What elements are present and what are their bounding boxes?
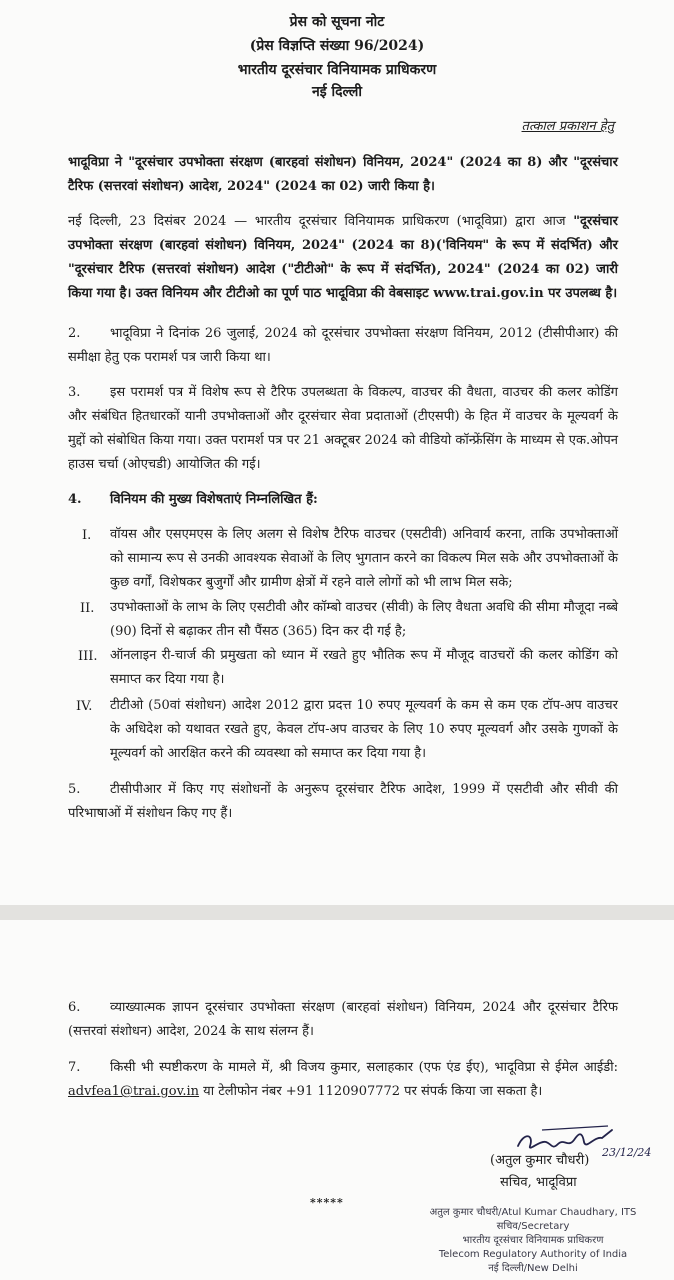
stamp-line-5: नई दिल्ली/New Delhi [488,1263,578,1274]
urgent-label: तत्काल प्रकाशन हेतु [521,119,614,134]
list-item-4-number: IV. [76,699,93,714]
list-item-1-number: I. [82,528,92,543]
list-item-2: उपभोक्ताओं के लाभ के लिए एसटीवी और कॉम्बो वाउचर (सीवी) के लिए वैधता अवधि की सीमा मौजूदा नब्बे (90) दिनों से बढ़ाकर तीन सौ पैंसठ (365) दिन कर दी गई है; [110,600,618,639]
paragraph-7-number: 7. [68,1060,81,1075]
paragraph-2-number: 2. [68,326,81,341]
subject-heading: भादूविप्रा ने "दूरसंचार उपभोक्ता संरक्षण (बारहवां संशोधन) विनियम, 2024" (2024 का 8) और "दूरसंचार टैरिफ (सत्तरवां संशोधन) आदेश, 2024" (2024 का 02) जारी किया है। [68,155,618,194]
paragraph-3-number: 3. [68,385,81,400]
header-line-2: (प्रेस विज्ञप्ति संख्या 96/2024) [249,38,425,54]
paragraph-6: व्याख्यात्मक ज्ञापन दूरसंचार उपभोक्ता संरक्षण (बारहवां संशोधन) विनियम, 2024 और दूरसंचार टैरिफ (सत्तरवां संशोधन) आदेश, 2024 के साथ संलग्न हैं। [68,1000,618,1039]
list-item-4: टीटीओ (50वां संशोधन) आदेश 2012 द्वारा प्रदत्त 10 रुपए मूल्यवर्ग के कम से कम एक टॉप-अप वाउचर के अधिदेश को यथावत रखते हुए, केवल टॉप-अप वाउचर के लिए 10 रुपए मूल्यवर्ग और उसके गुणकों के मूल्यवर्ग को आरक्षित करने की व्यवस्था को समाप्त कर दिया गया है। [110,698,618,761]
paragraph-5-number: 5. [68,782,81,797]
paragraph-2: भादूविप्रा ने दिनांक 26 जुलाई, 2024 को दूरसंचार उपभोक्ता संरक्षण विनियम, 2012 (टीसीपीआर) की समीक्षा हेतु एक परामर्श पत्र जारी किया था। [68,326,618,365]
contact-email-link[interactable]: advfea1@trai.gov.in [68,1084,200,1099]
paragraph-5: टीसीपीआर में किए गए संशोधनों के अनुरूप दूरसंचार टैरिफ आदेश, 1999 में एसटीवी और सीवी की परिभाषाओं में संशोधन किए गए हैं। [68,782,618,821]
signature-date: 23/12/24 [602,1146,652,1159]
paragraph-6-number: 6. [68,1000,81,1015]
paragraph-7-lead: किसी भी स्पष्टीकरण के मामले में, श्री विजय कुमार, सलाहकार (एफ एंड ईए), भादूविप्रा से ईमेल आईडी: [110,1060,618,1075]
header-line-4: नई दिल्ली [311,84,362,100]
header-line-3: भारतीय दूरसंचार विनियामक प्राधिकरण [237,62,437,78]
stamp-line-2: सचिव/Secretary [496,1221,570,1232]
paragraph-3: इस परामर्श पत्र में विशेष रूप से टैरिफ उपलब्धता के विकल्प, वाउचर की वैधता, वाउचर की कलर कोडिंग और संबंधित हितधारकों यानी उपभोक्ताओं और दूरसंचार सेवा प्रदाताओं (टीएसपी) के हित में वाउचर के मूल्यवर्ग के मुद्दों को संबोधित किया गया। उक्त परामर्श पत्र पर 21 अक्टूबर 2024 को वीडियो कॉन्फ्रेंसिंग के माध्यम से एक.ओपन हाउस चर्चा (ओएचडी) आयोजित की गई। [68,385,618,472]
list-item-1: वॉयस और एसएमएस के लिए अलग से विशेष टैरिफ वाउचर (एसटीवी) अनिवार्य करना, ताकि उपभोक्ताओं को सामान्य रूप से उनकी आवश्यक सेवाओं के लिए भुगतान करने का विकल्प मिल सके और उपभोक्ताओं के कुछ वर्गों, विशेषकर बुजुर्गों और ग्रामीण क्षेत्रों में रहने वाले लोगों को भी लाभ मिल सके; [110,527,618,590]
paragraph-4: विनियम की मुख्य विशेषताएं निम्नलिखित हैं: [110,492,318,507]
official-stamp [418,1206,648,1276]
paragraph-7-tail: या टेलीफोन नंबर +91 1120907772 पर संपर्क किया जा सकता है। [199,1084,543,1099]
list-item-2-number: II. [80,601,95,616]
header-line-1: प्रेस को सूचना नोट [289,14,385,30]
stamp-line-1: अतुल कुमार चौधरी/Atul Kumar Chaudhary, ITS [429,1207,637,1218]
list-item-3-number: III. [78,649,98,664]
end-mark: ***** [310,1196,344,1209]
paragraph-7 [68,1056,618,1104]
paragraph-1 [68,210,618,306]
page-divider [0,905,674,920]
signatory-name: (अतुल कुमार चौधरी) [490,1153,590,1168]
stamp-line-3: भारतीय दूरसंचार विनियामक प्राधिकरण [462,1235,604,1246]
stamp-line-4: Telecom Regulatory Authority of India [438,1249,628,1260]
signatory-title: सचिव, भादूविप्रा [500,1175,577,1190]
paragraph-4-number: 4. [68,492,82,507]
paragraph-1-lead: नई दिल्ली, 23 दिसंबर 2024 — भारतीय दूरसंचार विनियामक प्राधिकरण (भादूविप्रा) द्वारा आज [68,214,574,229]
paragraph-1-bold: "दूरसंचार उपभोक्ता संरक्षण (बारहवां संशोधन) विनियम, 2024" (2024 का 8)('विनियम" के रूप में संदर्भित) और "दूरसंचार टैरिफ (सत्तरवां संशोधन) आदेश ("टीटीओ" के रूप में संदर्भित), 2024" (2024 का 02) जारी किया गया है। उक्त विनियम और टीटीओ का पूर्ण पाठ भादूविप्रा की वेबसाइट www.trai.gov.in पर उपलब्ध है। [68,214,618,301]
list-item-3: ऑनलाइन री-चार्ज की प्रमुखता को ध्यान में रखते हुए भौतिक रूप में मौजूद वाउचरों की कलर कोडिंग को समाप्त कर दिया गया है। [110,648,618,687]
